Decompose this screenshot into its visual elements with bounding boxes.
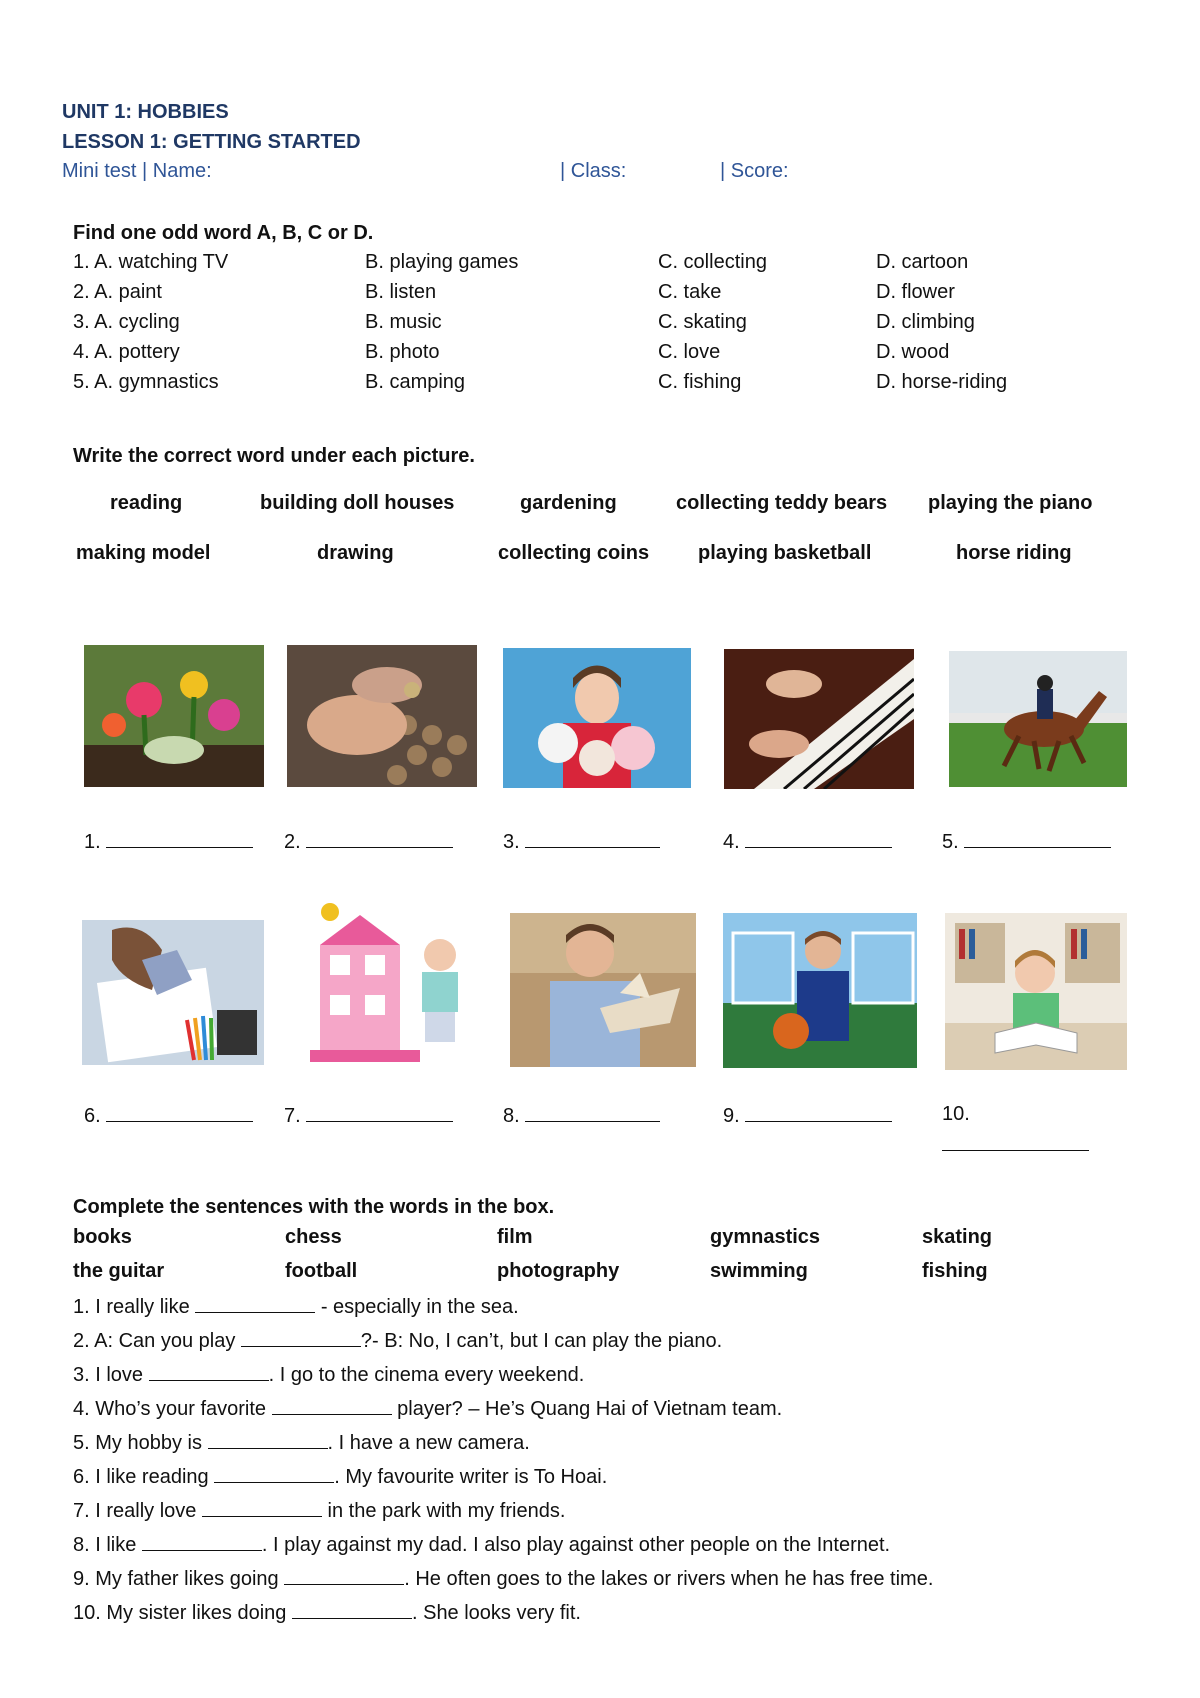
answer-6[interactable]: [84, 1103, 253, 1128]
answer-9[interactable]: [723, 1103, 892, 1128]
word-building-doll-houses: building doll houses: [260, 492, 455, 514]
sentence-6-blank[interactable]: [214, 1464, 334, 1483]
sentence-10-start: 10. My sister likes doing: [73, 1602, 292, 1624]
sentence-5-start: 5. My hobby is: [73, 1432, 208, 1454]
answer-10-number: 10.: [942, 1103, 970, 1125]
sentence-4-end: player? – He’s Quang Hai of Vietnam team.: [391, 1398, 783, 1420]
sentence-9-start: 9. My father likes going: [73, 1568, 285, 1590]
sentence-6-start: 6. I like reading: [73, 1466, 215, 1488]
picture-horse-riding: [949, 651, 1127, 787]
q4-option-c: C. love: [658, 341, 721, 363]
answer-2-number: 2.: [284, 831, 301, 853]
mini-test-name-label: Mini test | Name:: [62, 160, 212, 182]
sentence-8: [73, 1532, 890, 1557]
class-label: | Class:: [560, 160, 627, 182]
answer-7-number: 7.: [284, 1105, 301, 1127]
q4-option-a: 4. A. pottery: [73, 341, 180, 363]
answer-1-number: 1.: [84, 831, 101, 853]
word-gardening: gardening: [520, 492, 617, 514]
sentence-5-end: . I have a new camera.: [327, 1432, 530, 1454]
sentence-3-blank[interactable]: [149, 1362, 269, 1381]
q1-option-a: 1. A. watching TV: [73, 251, 229, 273]
word-collecting-coins: collecting coins: [498, 542, 650, 564]
answer-9-number: 9.: [723, 1105, 740, 1127]
word-horse-riding: horse riding: [956, 542, 1072, 564]
q1-option-b: B. playing games: [365, 251, 519, 273]
box-word-football: football: [285, 1260, 358, 1282]
picture-making-model: [510, 913, 696, 1067]
sentence-2-end: ?- B: No, I can’t, but I can play the piano.: [360, 1330, 723, 1352]
sentence-5: [73, 1430, 530, 1455]
sentence-9: [73, 1566, 933, 1591]
q5-option-c: C. fishing: [658, 371, 742, 393]
word-reading: reading: [110, 492, 183, 514]
q4-option-d: D. wood: [876, 341, 950, 363]
word-playing-basketball: playing basketball: [698, 542, 872, 564]
answer-7[interactable]: [284, 1103, 453, 1128]
answer-2[interactable]: [284, 829, 453, 854]
box-word-books: books: [73, 1226, 132, 1248]
answer-1[interactable]: [84, 829, 253, 854]
sentence-2-blank[interactable]: [241, 1328, 361, 1347]
sentence-10: [73, 1600, 581, 1625]
picture-collecting-coins: [287, 645, 477, 787]
picture-building-doll-houses: [290, 900, 476, 1070]
sentence-3: [73, 1362, 584, 1387]
q2-option-b: B. listen: [365, 281, 437, 303]
box-word-the-guitar: the guitar: [73, 1260, 165, 1282]
sentence-2-start: 2. A: Can you play: [73, 1330, 241, 1352]
q3-option-d: D. climbing: [876, 311, 975, 333]
box-word-swimming: swimming: [710, 1260, 808, 1282]
answer-6-number: 6.: [84, 1105, 101, 1127]
answer-8[interactable]: [503, 1103, 660, 1128]
box-word-gymnastics: gymnastics: [710, 1226, 821, 1248]
q5-option-d: D. horse-riding: [876, 371, 1008, 393]
q1-option-c: C. collecting: [658, 251, 767, 273]
q3-option-b: B. music: [365, 311, 442, 333]
unit-title: UNIT 1: HOBBIES: [62, 101, 229, 123]
answer-3[interactable]: [503, 829, 660, 854]
score-label: | Score:: [720, 160, 789, 182]
sentence-2: [73, 1328, 722, 1353]
picture-reading: [945, 913, 1127, 1070]
word-collecting-teddy-bears: collecting teddy bears: [676, 492, 888, 514]
sentence-10-blank[interactable]: [292, 1600, 412, 1619]
word-making-model: making model: [76, 542, 211, 564]
lesson-title: LESSON 1: GETTING STARTED: [62, 131, 361, 153]
q2-option-a: 2. A. paint: [73, 281, 162, 303]
q5-option-a: 5. A. gymnastics: [73, 371, 219, 393]
q1-option-d: D. cartoon: [876, 251, 969, 273]
word-drawing: drawing: [317, 542, 394, 564]
box-word-fishing: fishing: [922, 1260, 988, 1282]
box-word-chess: chess: [285, 1226, 342, 1248]
word-playing-the-piano: playing the piano: [928, 492, 1093, 514]
sentence-1-start: 1. I really like: [73, 1296, 196, 1318]
sentence-8-end: . I play against my dad. I also play against other people on the Internet.: [261, 1534, 891, 1556]
q3-option-a: 3. A. cycling: [73, 311, 180, 333]
section3-title: Complete the sentences with the words in the box.: [73, 1196, 555, 1218]
sentence-9-blank[interactable]: [284, 1566, 404, 1585]
section2-title: Write the correct word under each picture.: [73, 445, 475, 467]
sentence-7-end: in the park with my friends.: [321, 1500, 566, 1522]
sentence-1-blank[interactable]: [195, 1294, 315, 1313]
sentence-9-end: . He often goes to the lakes or rivers when he has free time.: [404, 1568, 934, 1590]
sentence-7-blank[interactable]: [202, 1498, 322, 1517]
q4-option-b: B. photo: [365, 341, 440, 363]
picture-gardening: [84, 645, 264, 787]
box-word-film: film: [497, 1226, 533, 1248]
answer-3-number: 3.: [503, 831, 520, 853]
sentence-8-blank[interactable]: [142, 1532, 262, 1551]
sentence-3-start: 3. I love: [73, 1364, 149, 1386]
q2-option-d: D. flower: [876, 281, 955, 303]
sentence-1-end: - especially in the sea.: [315, 1296, 519, 1318]
picture-drawing: [82, 920, 264, 1065]
sentence-10-end: . She looks very fit.: [411, 1602, 581, 1624]
picture-collecting-teddy-bears: [503, 648, 691, 788]
picture-playing-piano: [724, 649, 914, 789]
section1-title: Find one odd word A, B, C or D.: [73, 222, 374, 244]
sentence-8-start: 8. I like: [73, 1534, 142, 1556]
q2-option-c: C. take: [658, 281, 722, 303]
sentence-4: [73, 1396, 782, 1421]
sentence-4-start: 4. Who’s your favorite: [73, 1398, 272, 1420]
sentence-7-start: 7. I really love: [73, 1500, 202, 1522]
sentence-3-end: . I go to the cinema every weekend.: [268, 1364, 585, 1386]
q3-option-c: C. skating: [658, 311, 747, 333]
sentence-1: [73, 1294, 519, 1319]
answer-5[interactable]: [942, 829, 1111, 854]
box-word-photography: photography: [497, 1260, 620, 1282]
answer-4-number: 4.: [723, 831, 740, 853]
answer-10[interactable]: [942, 1132, 1089, 1156]
box-word-skating: skating: [922, 1226, 993, 1248]
q5-option-b: B. camping: [365, 371, 466, 393]
sentence-5-blank[interactable]: [208, 1430, 328, 1449]
answer-4[interactable]: [723, 829, 892, 854]
answer-8-number: 8.: [503, 1105, 520, 1127]
sentence-6-end: . My favourite writer is To Hoai.: [334, 1466, 608, 1488]
picture-playing-basketball: [723, 913, 917, 1068]
sentence-7: [73, 1498, 565, 1523]
answer-5-number: 5.: [942, 831, 959, 853]
sentence-6: [73, 1464, 607, 1489]
sentence-4-blank[interactable]: [272, 1396, 392, 1415]
